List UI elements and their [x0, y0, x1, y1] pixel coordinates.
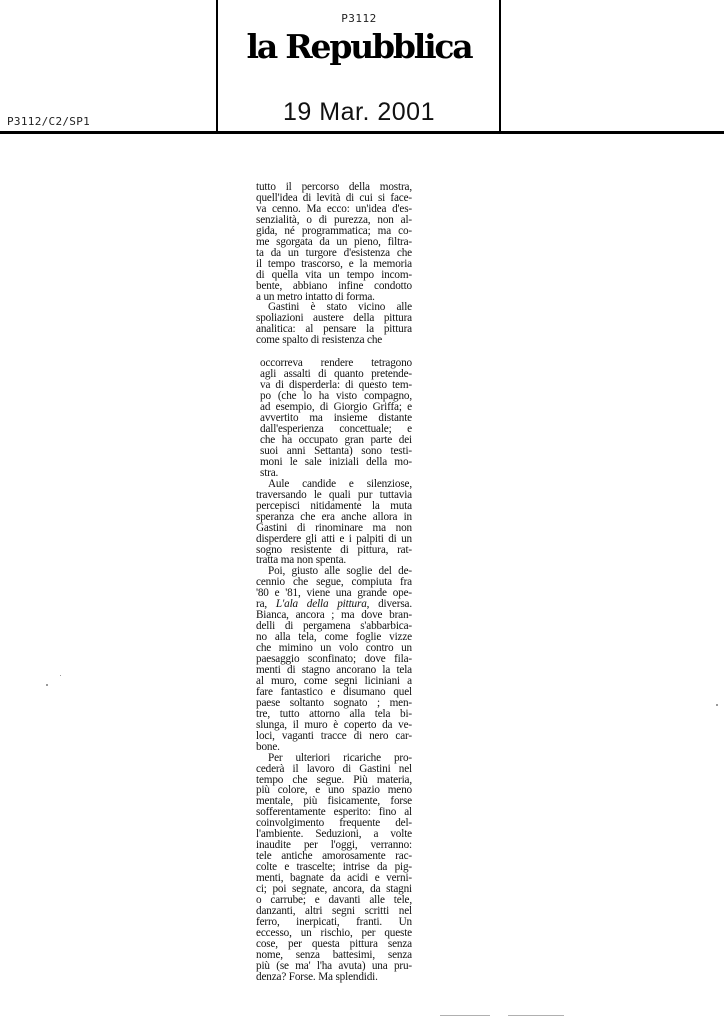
article-line: o carrube; e davanti alle tele, — [256, 894, 412, 906]
article-line: inaudite per l'oggi, verranno: — [256, 839, 412, 852]
article-line: menti, bagnate da acidi e verni- — [256, 872, 412, 885]
article-line: sofferentamente esperito: fino al — [256, 806, 412, 819]
article-line: come spalto di resistenza che — [256, 334, 383, 347]
article-line: va di disperderla: di questo tem- — [260, 379, 412, 392]
article-line: nome, senza battesimi, senza — [256, 948, 412, 961]
article-line: stra. — [260, 466, 279, 479]
article-line: bente, abbiano infine condotto — [256, 279, 412, 292]
article-line: il tempo trascorso, e la memoria — [256, 257, 412, 270]
article-line: eccesso, un rischio, per queste — [256, 926, 412, 939]
article-line: tutto il percorso della mostra, — [256, 181, 412, 193]
article-line: analitica: al pensare la pittura — [256, 323, 412, 336]
archive-code-left: P3112/C2/SP1 — [7, 115, 91, 128]
article-line: più (se ma' l'ha avuta) una pru- — [256, 959, 412, 972]
article-line: avvertito ma insieme distante — [260, 412, 412, 425]
article-line: dall'esperienza concettuale; e — [260, 423, 412, 436]
article-line: coinvolgimento frequente del- — [256, 817, 412, 830]
article-line: no alla tela, come foglie vizze — [256, 631, 412, 644]
article-line: cose, per questa pittura senza — [256, 937, 412, 950]
article-line: Per ulteriori ricariche pro- — [268, 751, 412, 764]
article-line: suoi anni Settanta) sono testi- — [260, 444, 412, 457]
article-line: quell'idea di levità di cui si face- — [256, 191, 412, 204]
article-line: ad esempio, di Giorgio Griffa; e — [260, 401, 412, 414]
article-line: '80 e '81, viene una grande ope- — [256, 587, 412, 600]
article-line: Gastini di rinominare ma non — [256, 521, 412, 534]
scan-speck — [60, 675, 61, 676]
article-line: mentale, più fisicamente, forse — [256, 795, 412, 808]
article-line: Gastini è stato vicino alle — [268, 301, 412, 314]
article-line: moni le sale iniziali della mo- — [260, 455, 412, 468]
article-line: senzialità, o di purezza, non al- — [256, 213, 412, 226]
archive-code-top: P3112 — [341, 12, 377, 25]
article-line: delli di pergamena s'abbarbica- — [256, 620, 412, 633]
scan-speck — [46, 684, 48, 686]
article-line: paese soltanto sognato ; men- — [256, 696, 412, 709]
article-line: cederà il lavoro di Gastini nel — [256, 762, 412, 775]
article-line: spoliazioni austere della pittura — [256, 312, 412, 325]
article-line: l'ambiente. Seduzioni, a volte — [256, 828, 412, 841]
article-line: ci; poi segnate, ancora, da stagni — [256, 883, 412, 896]
article-line: disperdere gli atti e i palpiti di un — [256, 532, 412, 545]
article-line: po (che lo ha visto compagno, — [260, 390, 412, 403]
article-line: Aule candide e silenziose, — [268, 477, 412, 490]
article-line: che mimino un volo contro un — [256, 642, 412, 655]
article-line: occorreva rendere tetragono — [260, 357, 412, 370]
article-line: fare fantastico e disumano quel — [256, 685, 412, 698]
article-line: sogno resistente di pittura, rat- — [256, 543, 412, 556]
scan-smudge — [440, 1015, 490, 1016]
article-line: percepisci nitidamente la muta — [256, 499, 412, 512]
article-line: bone. — [256, 740, 280, 753]
newspaper-masthead: la Repubblica — [246, 27, 472, 66]
article-line: al muro, come segni liciniani a — [256, 674, 412, 687]
article-line: più colore, e uno spazio meno — [256, 784, 412, 797]
article-line: speranza che era anche allora in — [256, 510, 412, 523]
article-line: loci, vaganti tracce di nero car- — [256, 729, 412, 742]
article-line: Bianca, ancora ; ma dove bran- — [256, 609, 412, 622]
article-line: ta da un turgore d'esistenza che — [256, 246, 412, 259]
article-line: tre, tutto attorno alla tela bi- — [256, 707, 412, 720]
article-line: slunga, il muro è coperto da ve- — [256, 718, 412, 731]
scan-smudge — [508, 1015, 564, 1016]
article-line: gida, né programmatica; ma co- — [256, 224, 412, 237]
article-line: me sgorgata da un pieno, filtra- — [256, 235, 412, 248]
article-line: va cenno. Ma ecco: un'idea d'es- — [256, 202, 412, 215]
article-line: traversando le quali pur tuttavia — [256, 488, 412, 501]
article-line: a un metro intatto di forma. — [256, 290, 375, 303]
article-line: tratta ma non spenta. — [256, 554, 347, 567]
article-line: tempo che segue. Più materia, — [256, 773, 412, 786]
article-line: di quella vita un tempo incom- — [256, 268, 412, 281]
article-line: tele antiche amorosamente rac- — [256, 850, 412, 863]
article-line: ra, L'ala della pittura, diversa. — [256, 598, 412, 611]
article-line: agli assalti di quanto pretende- — [260, 368, 412, 381]
article-line: Poi, giusto alle soglie del de- — [268, 565, 412, 578]
article-line: menti di stagno ancorano la tela — [256, 663, 412, 676]
scan-speck — [716, 704, 718, 706]
article-line: denza? Forse. Ma splendidi. — [256, 970, 378, 983]
article-line: ferro, inerpicati, franti. Un — [256, 915, 412, 928]
publication-date: 19 Mar. 2001 — [283, 98, 435, 126]
article-line: colte e trascelte; intrise da pig- — [256, 861, 412, 874]
header-rule — [0, 131, 724, 134]
article-line: paesaggio sconfinato; dove fila- — [256, 653, 412, 666]
article-line: che ha occupato gran parte dei — [260, 433, 412, 446]
article-line: danzanti, altri segni scritti nel — [256, 904, 412, 917]
article-column — [256, 182, 412, 983]
article-line: cennio che segue, compiuta fra — [256, 576, 412, 589]
